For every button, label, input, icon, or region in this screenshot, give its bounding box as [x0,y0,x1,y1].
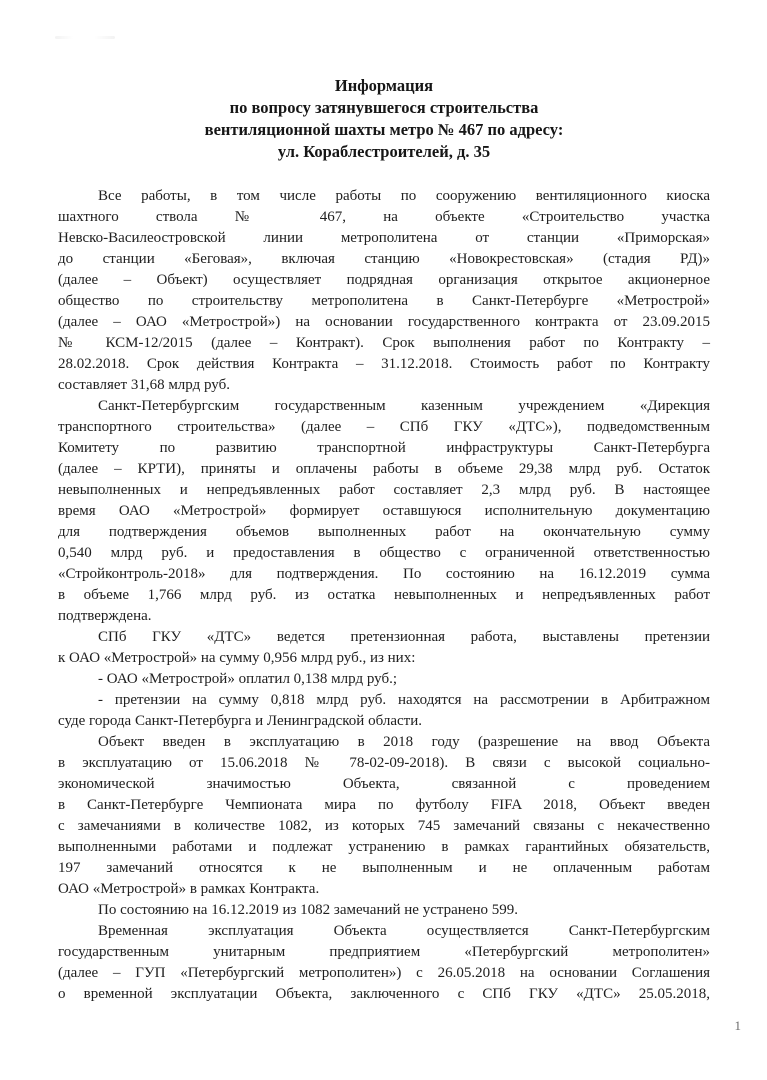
text-line: (далее – ОАО «Метрострой») на основании государственного контракта от 23.09.2015 [58,314,710,330]
text-line: подтверждена. [58,608,152,624]
paragraph [58,921,710,1005]
paragraph [58,186,710,396]
text-line: (далее – КРТИ), приняты и оплачены работы в объеме 29,38 млрд руб. Остаток [58,461,710,477]
text-line: По состоянию на 16.12.2019 из 1082 замечаний не устранено 599. [98,902,518,918]
title-line: вентиляционной шахты метро № 467 по адресу: [204,120,564,139]
text-line: время ОАО «Метрострой» формирует оставшуюся исполнительную документацию [58,503,710,519]
paragraph [58,900,710,921]
text-line: Комитету по развитию транспортной инфраструктуры Санкт-Петербурга [58,440,710,456]
document-title [58,75,710,163]
text-line: с замечаниями в количестве 1082, из которых 745 замечаний связаны с некачественно [58,818,710,834]
text-line: транспортного строительства» (далее – СПб ГКУ «ДТС»), подведомственным [58,419,710,435]
text-line: невыполненных и непредъявленных работ составляет 2,3 млрд руб. В настоящее [58,482,710,498]
text-line: государственным унитарным предприятием «Петербургский метрополитен» [58,944,710,960]
text-line: экономической значимостью Объекта, связанной с проведением [58,776,710,792]
text-line: (далее – ГУП «Петербургский метрополитен») с 26.05.2018 на основании Соглашения [58,965,710,981]
paragraph [58,396,710,627]
text-line: составляет 31,68 млрд руб. [58,377,230,393]
text-line: СПб ГКУ «ДТС» ведется претензионная работа, выставлены претензии [98,629,710,645]
document-body [58,186,710,1005]
text-line: 0,540 млрд руб. и предоставления в общество с ограниченной ответственностью [58,545,710,561]
title-line: ул. Кораблестроителей, д. 35 [277,142,491,161]
paragraph [58,669,710,690]
text-line: Все работы, в том числе работы по сооружению вентиляционного киоска [98,188,710,204]
text-line: шахтного ствола № 467, на объекте «Строительство участка [58,209,710,225]
text-line: суде города Санкт-Петербурга и Ленинградской области. [58,713,422,729]
title-line: по вопросу затянувшегося строительства [229,98,539,117]
text-line: № КСМ-12/2015 (далее – Контракт). Срок выполнения работ по Контракту – [58,335,710,351]
text-line: в Санкт-Петербурге Чемпионата мира по футболу FIFA 2018, Объект введен [58,797,710,813]
text-line: общество по строительству метрополитена в Санкт-Петербурге «Метрострой» [58,293,710,309]
title-line: Информация [334,76,434,95]
text-line: 28.02.2018. Срок действия Контракта – 31.12.2018. Стоимость работ по Контракту [58,356,710,372]
text-line: - ОАО «Метрострой» оплатил 0,138 млрд руб.; [98,671,397,687]
text-line: в эксплуатацию от 15.06.2018 № 78-02-09-2018). В связи с высокой социально- [58,755,710,771]
text-line: Невско-Василеостровской линии метрополитена от станции «Приморская» [58,230,710,246]
text-line: Объект введен в эксплуатацию в 2018 году (разрешение на ввод Объекта [98,734,710,750]
text-line: для подтверждения объемов выполненных работ на окончательную сумму [58,524,710,540]
paragraph [58,732,710,900]
paragraph [58,690,710,732]
text-line: к ОАО «Метрострой» на сумму 0,956 млрд руб., из них: [58,650,416,666]
scan-smudge [55,36,115,39]
text-line: «Стройконтроль-2018» для подтверждения. По состоянию на 16.12.2019 сумма [58,566,710,582]
text-line: о временной эксплуатации Объекта, заключенного с СПб ГКУ «ДТС» 25.05.2018, [58,986,710,1002]
text-line: до станции «Беговая», включая станцию «Новокрестовская» (стадия РД)» [58,251,710,267]
text-line: Временная эксплуатация Объекта осуществляется Санкт-Петербургским [98,923,710,939]
text-line: - претензии на сумму 0,818 млрд руб. находятся на рассмотрении в Арбитражном [98,692,710,708]
text-line: 197 замечаний относятся к не выполненным и не оплаченным работам [58,860,710,876]
text-line: Санкт-Петербургским государственным казенным учреждением «Дирекция [98,398,710,414]
text-line: (далее – Объект) осуществляет подрядная организация открытое акционерное [58,272,710,288]
text-line: ОАО «Метрострой» в рамках Контракта. [58,881,320,897]
text-line: выполненными работами и подлежат устранению в рамках гарантийных обязательств, [58,839,710,855]
text-line: в объеме 1,766 млрд руб. из остатка невыполненных и непредъявленных работ [58,587,710,603]
paragraph [58,627,710,669]
page-number: 1 [734,1018,741,1033]
